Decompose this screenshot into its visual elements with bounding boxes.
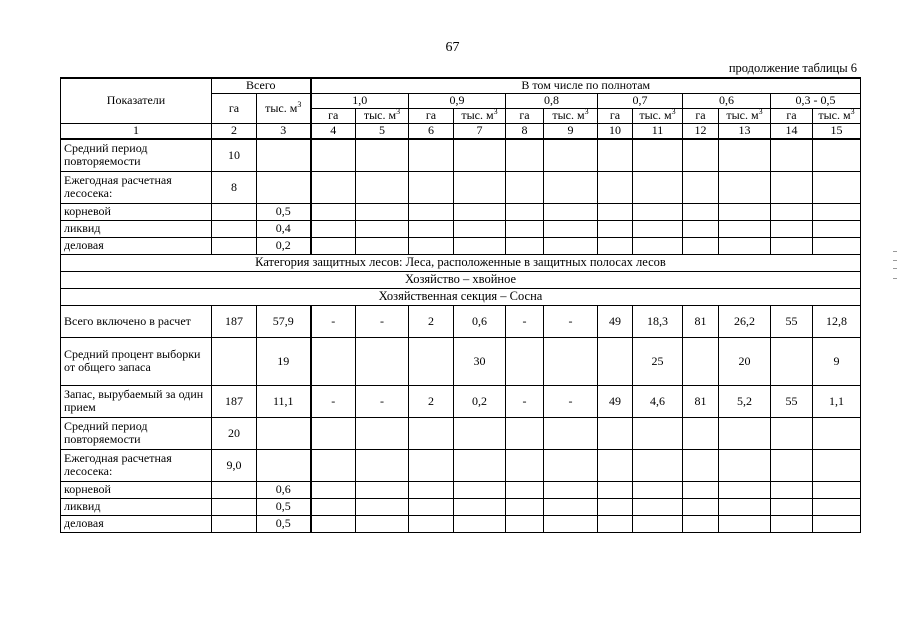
table-cell xyxy=(598,220,633,237)
table-cell: - xyxy=(506,305,544,337)
table-cell: - xyxy=(311,305,356,337)
table-cell xyxy=(212,498,257,515)
table-cell xyxy=(771,449,813,481)
table-row xyxy=(61,220,861,237)
unit-thous: тыс. $м^3$ xyxy=(719,108,771,123)
column-number: 2 xyxy=(212,123,257,139)
column-number: 6 xyxy=(409,123,454,139)
table-cell xyxy=(257,139,311,171)
table-cell xyxy=(813,498,861,515)
table-cell xyxy=(454,237,506,254)
margin-mark xyxy=(893,251,897,252)
column-number: 13 xyxy=(719,123,771,139)
table-cell xyxy=(771,515,813,532)
table-cell xyxy=(633,481,683,498)
table-cell xyxy=(683,139,719,171)
table-cell: 20 xyxy=(719,337,771,385)
category-row xyxy=(61,271,861,288)
table-cell xyxy=(409,139,454,171)
unit-thous: тыс. $м^3$ xyxy=(454,108,506,123)
table-cell: 26,2 xyxy=(719,305,771,337)
row-label: Ежегодная расчетная лесосека: xyxy=(61,171,212,203)
table-row xyxy=(61,171,861,203)
table-cell xyxy=(683,417,719,449)
table-cell xyxy=(771,337,813,385)
density-5: 0,6 xyxy=(683,93,771,108)
table-cell: - xyxy=(311,385,356,417)
table-cell xyxy=(683,171,719,203)
table-cell xyxy=(544,171,598,203)
table-cell xyxy=(719,171,771,203)
row-label: Средний процент выборки от общего запаса xyxy=(61,337,212,385)
table-cell xyxy=(683,449,719,481)
table-cell xyxy=(771,203,813,220)
row-label: Запас, вырубаемый за один прием xyxy=(61,385,212,417)
table-cell xyxy=(683,220,719,237)
table-cell xyxy=(257,449,311,481)
row-label: деловая xyxy=(61,515,212,532)
table-cell xyxy=(454,139,506,171)
table-cell: - xyxy=(506,385,544,417)
category-line2: Хозяйство – хвойное xyxy=(61,271,861,288)
table-cell: 0,6 xyxy=(257,481,311,498)
table-cell xyxy=(598,337,633,385)
table-cell xyxy=(454,498,506,515)
table-cell xyxy=(311,237,356,254)
column-number: 9 xyxy=(544,123,598,139)
table-cell: 49 xyxy=(598,305,633,337)
density-4: 0,7 xyxy=(598,93,683,108)
table-cell xyxy=(454,171,506,203)
table-cell xyxy=(544,139,598,171)
table-cell xyxy=(409,203,454,220)
table-cell xyxy=(212,515,257,532)
table-cell: 9 xyxy=(813,337,861,385)
table-cell xyxy=(454,220,506,237)
table-cell xyxy=(311,203,356,220)
table-cell xyxy=(409,449,454,481)
density-1: 1,0 xyxy=(311,93,409,108)
table-cell: 0,4 xyxy=(257,220,311,237)
table-cell xyxy=(813,139,861,171)
row-label: корневой xyxy=(61,481,212,498)
unit-ha: га xyxy=(771,108,813,123)
table-cell xyxy=(212,237,257,254)
unit-thous: тыс. $м^3$ xyxy=(633,108,683,123)
table-cell xyxy=(257,171,311,203)
table-cell xyxy=(454,481,506,498)
table-cell xyxy=(771,417,813,449)
header-by-density: В том числе по полнотам xyxy=(311,78,861,93)
table-cell xyxy=(813,449,861,481)
table-cell: 0,2 xyxy=(257,237,311,254)
row-label: корневой xyxy=(61,203,212,220)
row-label: Средний период повторяемости xyxy=(61,139,212,171)
table-cell: 5,2 xyxy=(719,385,771,417)
table-cell xyxy=(409,171,454,203)
table-cell xyxy=(356,449,409,481)
table-cell xyxy=(633,171,683,203)
table-cell xyxy=(598,449,633,481)
table-cell xyxy=(409,237,454,254)
table-cell xyxy=(454,203,506,220)
table-cell xyxy=(409,337,454,385)
table-cell: - xyxy=(356,385,409,417)
table-cell xyxy=(598,417,633,449)
table-cell xyxy=(544,417,598,449)
column-number: 8 xyxy=(506,123,544,139)
table-cell xyxy=(813,481,861,498)
column-number: 15 xyxy=(813,123,861,139)
table-cell xyxy=(356,498,409,515)
table-cell: 187 xyxy=(212,385,257,417)
table-cell xyxy=(356,337,409,385)
table-cell xyxy=(409,220,454,237)
table-cell xyxy=(506,220,544,237)
row-label: Всего включено в расчет xyxy=(61,305,212,337)
table-cell xyxy=(683,203,719,220)
table-cell xyxy=(683,515,719,532)
column-number: 12 xyxy=(683,123,719,139)
table-cell xyxy=(544,237,598,254)
row-label: ликвид xyxy=(61,498,212,515)
table-cell xyxy=(506,515,544,532)
unit-ha: га xyxy=(506,108,544,123)
table-cell xyxy=(544,481,598,498)
margin-mark xyxy=(893,278,897,279)
table-cell: 25 xyxy=(633,337,683,385)
table-cell xyxy=(719,203,771,220)
table-cell xyxy=(813,515,861,532)
table-cell: 1,1 xyxy=(813,385,861,417)
table-cell xyxy=(409,417,454,449)
table-cell xyxy=(506,171,544,203)
table-cell xyxy=(506,449,544,481)
table-cell xyxy=(719,417,771,449)
density-3: 0,8 xyxy=(506,93,598,108)
table-cell: 55 xyxy=(771,385,813,417)
header-total-thous: тыс. $м^3$ xyxy=(257,93,311,123)
category-line3: Хозяйственная секция – Сосна xyxy=(61,288,861,305)
unit-ha: га xyxy=(409,108,454,123)
table-cell xyxy=(356,139,409,171)
table-row xyxy=(61,203,861,220)
table-cell xyxy=(719,139,771,171)
table-cell xyxy=(506,237,544,254)
table-cell xyxy=(719,498,771,515)
table-cell: 0,5 xyxy=(257,498,311,515)
table-cell xyxy=(813,237,861,254)
category-line1: Категория защитных лесов: Леса, расположенные в защитных полосах лесов xyxy=(61,254,861,271)
table-cell xyxy=(771,498,813,515)
table-cell xyxy=(212,220,257,237)
table-cell xyxy=(633,220,683,237)
table-row xyxy=(61,337,861,385)
unit-ha: га xyxy=(598,108,633,123)
table-cell: 9,0 xyxy=(212,449,257,481)
table-cell xyxy=(598,237,633,254)
table-cell xyxy=(506,203,544,220)
category-row xyxy=(61,288,861,305)
table-cell xyxy=(454,515,506,532)
table-cell xyxy=(311,417,356,449)
page-number: 67 xyxy=(445,40,460,55)
table-cell: 49 xyxy=(598,385,633,417)
column-number: 3 xyxy=(257,123,311,139)
table-cell xyxy=(633,449,683,481)
table-cell: 81 xyxy=(683,385,719,417)
table-cell xyxy=(409,498,454,515)
table-row xyxy=(61,449,861,481)
density-2: 0,9 xyxy=(409,93,506,108)
table-cell xyxy=(311,449,356,481)
table-cell xyxy=(598,203,633,220)
table-cell xyxy=(506,498,544,515)
table-cell xyxy=(356,220,409,237)
table-row xyxy=(61,417,861,449)
table-cell xyxy=(683,237,719,254)
table-cell xyxy=(813,203,861,220)
table-cell xyxy=(598,139,633,171)
header-indicators: Показатели xyxy=(61,78,212,123)
table-cell: 57,9 xyxy=(257,305,311,337)
table-cell xyxy=(356,515,409,532)
table-cell: 0,2 xyxy=(454,385,506,417)
category-row xyxy=(61,254,861,271)
table-cell xyxy=(771,237,813,254)
table-cell xyxy=(544,203,598,220)
table-cell: 0,5 xyxy=(257,515,311,532)
table-cell: 11,1 xyxy=(257,385,311,417)
row-label: Средний период повторяемости xyxy=(61,417,212,449)
margin-mark xyxy=(893,260,897,261)
table-cell xyxy=(683,481,719,498)
table-cell xyxy=(454,417,506,449)
table-cell xyxy=(356,203,409,220)
column-number: 14 xyxy=(771,123,813,139)
table-row xyxy=(61,515,861,532)
table-cell: 0,6 xyxy=(454,305,506,337)
table-cell xyxy=(633,203,683,220)
unit-thous: тыс. $м^3$ xyxy=(356,108,409,123)
table-cell xyxy=(719,220,771,237)
table-cell: 30 xyxy=(454,337,506,385)
table-cell xyxy=(633,515,683,532)
table-row xyxy=(61,237,861,254)
table-cell xyxy=(598,171,633,203)
table-cell xyxy=(771,481,813,498)
table-cell xyxy=(719,481,771,498)
table-cell: 19 xyxy=(257,337,311,385)
header-total-ha: га xyxy=(212,93,257,123)
header-total: Всего xyxy=(212,78,311,93)
table-cell xyxy=(356,417,409,449)
table-cell xyxy=(212,481,257,498)
table-cell: 4,6 xyxy=(633,385,683,417)
table-cell xyxy=(633,498,683,515)
table-cell xyxy=(409,481,454,498)
table-cell xyxy=(311,498,356,515)
column-number: 5 xyxy=(356,123,409,139)
forestry-table xyxy=(60,77,861,533)
table-cell: 20 xyxy=(212,417,257,449)
column-number: 11 xyxy=(633,123,683,139)
table-cell: 8 xyxy=(212,171,257,203)
table-cell: 81 xyxy=(683,305,719,337)
table-cell xyxy=(311,337,356,385)
table-cell xyxy=(813,220,861,237)
table-cell xyxy=(409,515,454,532)
table-cell xyxy=(719,515,771,532)
table-cell: 2 xyxy=(409,305,454,337)
table-cell xyxy=(544,337,598,385)
unit-ha: га xyxy=(311,108,356,123)
table-caption: продолжение таблицы 6 xyxy=(728,61,857,75)
table-cell xyxy=(544,220,598,237)
table-cell xyxy=(598,515,633,532)
column-number: 4 xyxy=(311,123,356,139)
table-cell xyxy=(598,481,633,498)
column-number: 10 xyxy=(598,123,633,139)
table-cell xyxy=(311,481,356,498)
table-cell xyxy=(544,449,598,481)
table-cell xyxy=(311,139,356,171)
unit-ha: га xyxy=(683,108,719,123)
row-label: ликвид xyxy=(61,220,212,237)
table-cell xyxy=(506,481,544,498)
table-row xyxy=(61,305,861,337)
table-cell xyxy=(813,417,861,449)
table-cell: 187 xyxy=(212,305,257,337)
unit-thous: тыс. $м^3$ xyxy=(813,108,861,123)
table-cell xyxy=(257,417,311,449)
table-row xyxy=(61,498,861,515)
table-cell xyxy=(212,203,257,220)
column-number: 1 xyxy=(61,123,212,139)
table-cell xyxy=(356,171,409,203)
table-cell xyxy=(633,237,683,254)
table-cell: - xyxy=(356,305,409,337)
table-cell: 0,5 xyxy=(257,203,311,220)
table-cell xyxy=(506,139,544,171)
table-cell xyxy=(719,449,771,481)
table-row xyxy=(61,385,861,417)
table-cell: 10 xyxy=(212,139,257,171)
table-cell xyxy=(454,449,506,481)
table-cell xyxy=(719,237,771,254)
column-number: 7 xyxy=(454,123,506,139)
table-row xyxy=(61,139,861,171)
table-cell xyxy=(311,220,356,237)
row-label: Ежегодная расчетная лесосека: xyxy=(61,449,212,481)
unit-thous: тыс. $м^3$ xyxy=(544,108,598,123)
row-label: деловая xyxy=(61,237,212,254)
table-cell: - xyxy=(544,385,598,417)
table-cell xyxy=(311,171,356,203)
table-cell: 12,8 xyxy=(813,305,861,337)
table-cell xyxy=(683,498,719,515)
table-cell xyxy=(683,337,719,385)
table-cell xyxy=(598,498,633,515)
table-cell xyxy=(212,337,257,385)
table-cell: 2 xyxy=(409,385,454,417)
table-cell xyxy=(506,337,544,385)
table-cell: 18,3 xyxy=(633,305,683,337)
table-cell xyxy=(813,171,861,203)
table-cell xyxy=(544,515,598,532)
table-cell xyxy=(506,417,544,449)
table-cell xyxy=(356,481,409,498)
table-cell xyxy=(633,139,683,171)
table-cell xyxy=(544,498,598,515)
table-cell xyxy=(771,139,813,171)
table-cell: - xyxy=(544,305,598,337)
table-cell xyxy=(771,220,813,237)
density-6: 0,3 - 0,5 xyxy=(771,93,861,108)
table-cell xyxy=(633,417,683,449)
table-cell xyxy=(771,171,813,203)
margin-mark xyxy=(893,268,897,269)
table-cell xyxy=(311,515,356,532)
table-cell: 55 xyxy=(771,305,813,337)
table-row xyxy=(61,481,861,498)
table-cell xyxy=(356,237,409,254)
